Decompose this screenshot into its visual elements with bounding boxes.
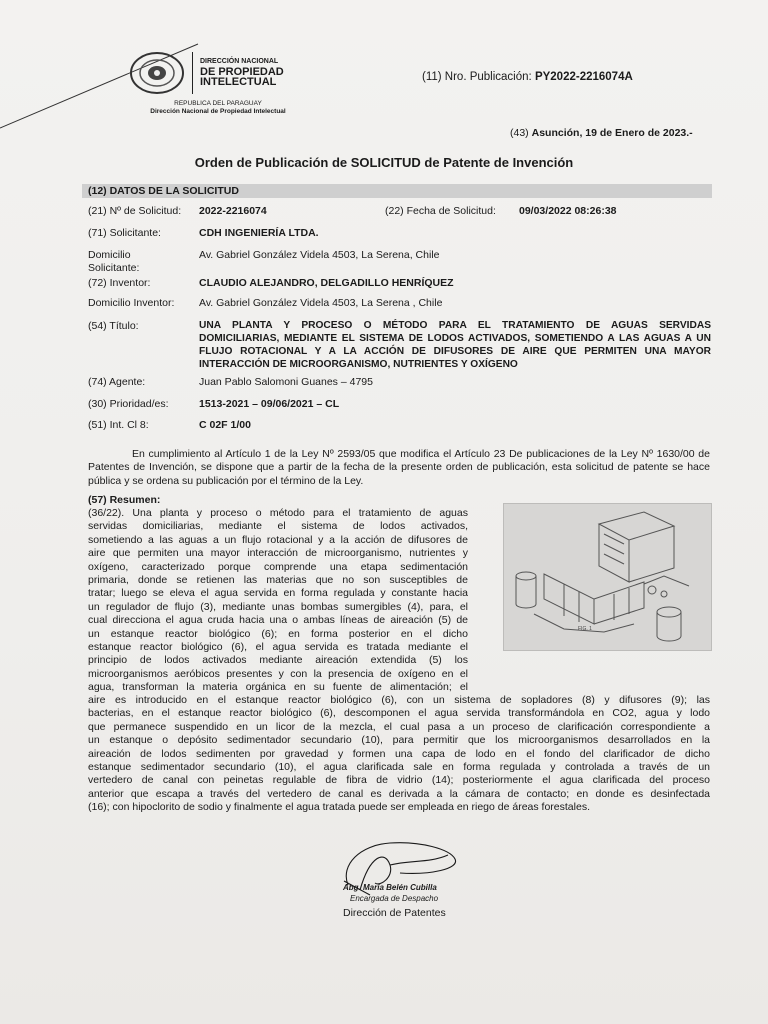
section-header: (12) DATOS DE LA SOLICITUD	[88, 185, 239, 197]
signer-role: Encargada de Despacho	[350, 894, 439, 903]
logo-line1: DIRECCIÓN NACIONAL	[200, 58, 279, 65]
publication-value: PY2022-2216074A	[534, 71, 633, 83]
resumen-line: principio de lodos activados mediante aireación extendida (5) los	[88, 654, 468, 667]
resumen-line: un estanque o depósito sedimentador secundario (10), para permitir que los microorganismos desarrollados en la	[88, 734, 710, 747]
resumen-line: aire es introducido en el estanque reactor biológico (6), con un sistema de sopladores (8) y difusores (9); las	[88, 694, 710, 706]
paraguay-seal-icon	[128, 50, 186, 96]
fecha-value: 09/03/2022 08:26:38	[519, 205, 617, 217]
intcl-label: (51) Int. Cl 8:	[88, 419, 149, 431]
logo-divider	[192, 52, 193, 94]
resumen-narrow	[88, 507, 468, 695]
issue-date-label: (43)	[510, 127, 529, 139]
inventor-label: (72) Inventor:	[88, 277, 151, 289]
resumen-line: oxígeno, caracterizado porque comprende una etapa sedimentación	[88, 560, 468, 573]
signer-office: Dirección de Patentes	[343, 907, 446, 919]
publication-label: (11) Nro. Publicación:	[422, 71, 532, 83]
dom-solicitante-value: Av. Gabriel González Videla 4503, La Serena, Chile	[199, 249, 440, 261]
document-title: Orden de Publicación de SOLICITUD de Patente de Invención	[194, 155, 574, 170]
handwritten-signature	[330, 835, 470, 915]
issue-date	[510, 127, 693, 139]
titulo-line1: UNA PLANTA Y PROCESO O MÉTODO PARA EL TRATAMIENTO DE AGUAS SERVIDAS	[199, 320, 711, 331]
inventor-value: CLAUDIO ALEJANDRO, DELGADILLO HENRÍQUEZ	[199, 277, 454, 289]
solicitante-label: (71) Solicitante:	[88, 227, 161, 239]
signer-name: Abg. María Belén Cubilla	[343, 883, 437, 892]
resumen-label: (57) Resumen:	[88, 494, 161, 506]
agente-value: Juan Pablo Salomoni Guanes – 4795	[199, 376, 373, 388]
solicitud-label: (21) Nº de Solicitud:	[88, 205, 182, 217]
resumen-line: aire que permiten una mayor interacción de microorganismo, nutrientes y	[88, 547, 468, 560]
titulo-value	[199, 319, 711, 371]
intcl-value: C 02F 1/00	[199, 419, 251, 431]
agente-label: (74) Agente:	[88, 376, 146, 388]
resumen-line: microorganismos aeróbicos presentes y con la presencia de oxígeno en el	[88, 667, 468, 680]
publication-number	[422, 71, 633, 83]
resumen-line: anterior que escapa a través del vertedero de canal es derivada a la cámara de contacto; en donde es desinfectada	[88, 787, 710, 800]
dom-solicitante-label1: Domicilio	[88, 249, 131, 261]
titulo-label: (54) Título:	[88, 320, 139, 332]
resumen-line: (36/22). Una planta y proceso o método para el tratamiento de aguas	[88, 507, 468, 519]
agency-logo-text	[200, 57, 284, 87]
prioridad-value: 1513-2021 – 09/06/2021 – CL	[199, 398, 340, 410]
legal-paragraph: En cumplimiento al Artículo 1 de la Ley Nº 2593/05 que modifica el Artículo 23 De publicaciones de la Ley Nº 1630/00 de Patentes de Invención, se dispone que a partir de la fecha de la presente orden de publicación, esta solicitud de patente se hace pública y se ordena su publicación por el término de la Ley.	[88, 448, 710, 487]
resumen-line: tratar; luego se eleva el agua servida en forma regulada y constante hacia	[88, 587, 468, 600]
titulo-line4: INTERACCIÓN DE MICROORGANISMO, NUTRIENTES Y OXÍGENO	[199, 359, 518, 370]
resumen-line: agua, transforman la materia orgánica en su fuente de alimentación; el	[88, 681, 468, 694]
resumen-line: un estanque reactor biológico (6); en forma posterior en el dicho	[88, 627, 468, 640]
resumen-line: bacterias, en el estanque reactor biológico (6), descomponen el agua servida transformándola en CO2, agua y lodo	[88, 707, 710, 720]
resumen-line: sometiendo a las aguas a un flujo rotacional y a la acción de difusores de	[88, 533, 468, 546]
plant-diagram-icon	[504, 504, 711, 650]
resumen-wide	[88, 694, 710, 815]
logo-line2: DE PROPIEDAD	[200, 66, 284, 78]
titulo-line2: DOMICILIARIAS, MEDIANTE EL SISTEMA DE LODOS ACTIVADOS, SOMETIENDO A LAS AGUAS A UN	[199, 333, 711, 344]
republic-name: REPUBLICA DEL PARAGUAY	[174, 100, 262, 107]
dom-inventor-label: Domicilio Inventor:	[88, 297, 175, 309]
solicitante-value: CDH INGENIERÍA LTDA.	[199, 227, 319, 239]
dom-inventor-value: Av. Gabriel González Videla 4503, La Serena , Chile	[199, 297, 443, 309]
resumen-line: servidas domiciliarias, mediante el sistema de lodos activados,	[88, 520, 468, 533]
patent-figure	[503, 503, 712, 651]
resumen-line: vertedero de canal con peinetas regulable de fibra de vidrio (14); posteriormente el agua clarificada del proceso	[88, 774, 710, 787]
dom-solicitante-label2: Solicitante:	[88, 262, 140, 274]
resumen-line: estanque sedimentador secundario (10), el agua clarificada sale en forma regulada y controlada a través de un	[88, 761, 710, 774]
figure-caption: FIG. 1	[578, 626, 592, 632]
republic-caption	[118, 100, 318, 116]
titulo-line3: FLUJO ROTACIONAL Y A LA ACCIÓN DE DIFUSORES DE AIRE QUE PERMITEN UNA MAYOR	[199, 346, 711, 357]
logo-line3: INTELECTUAL	[200, 76, 277, 88]
agency-name: Dirección Nacional de Propiedad Intelectual	[150, 108, 286, 115]
resumen-line: cual direcciona el agua cruda hacia una o ambas líneas de aireación (5) de	[88, 614, 468, 627]
resumen-line: un regulador de flujo (3), mediante unas bombas sumergibles (4), para, el	[88, 600, 468, 613]
resumen-line: primaria, donde se retienen las materias que no son susceptibles de	[88, 574, 468, 587]
solicitud-value: 2022-2216074	[199, 205, 267, 217]
fecha-label: (22) Fecha de Solicitud:	[385, 205, 496, 217]
resumen-line: que permanece suspendido en un licor de la mezcla, el cual pasa a un proceso de clarificación correspondiente a	[88, 720, 710, 733]
resumen-line: aireación de lodos sedimenten por gravedad y formen una capa de lodo en el fondo del clarificador de dicho	[88, 747, 710, 760]
issue-date-value: Asunción, 19 de Enero de 2023.-	[531, 127, 693, 139]
resumen-line: (16); con hipoclorito de sodio y finalmente el agua tratada puede ser empleada en riego de áreas forestales.	[88, 801, 590, 814]
resumen-line: estanque reactor biológico (6), el agua servida es tratada mediante el	[88, 641, 468, 654]
prioridad-label: (30) Prioridad/es:	[88, 398, 169, 410]
